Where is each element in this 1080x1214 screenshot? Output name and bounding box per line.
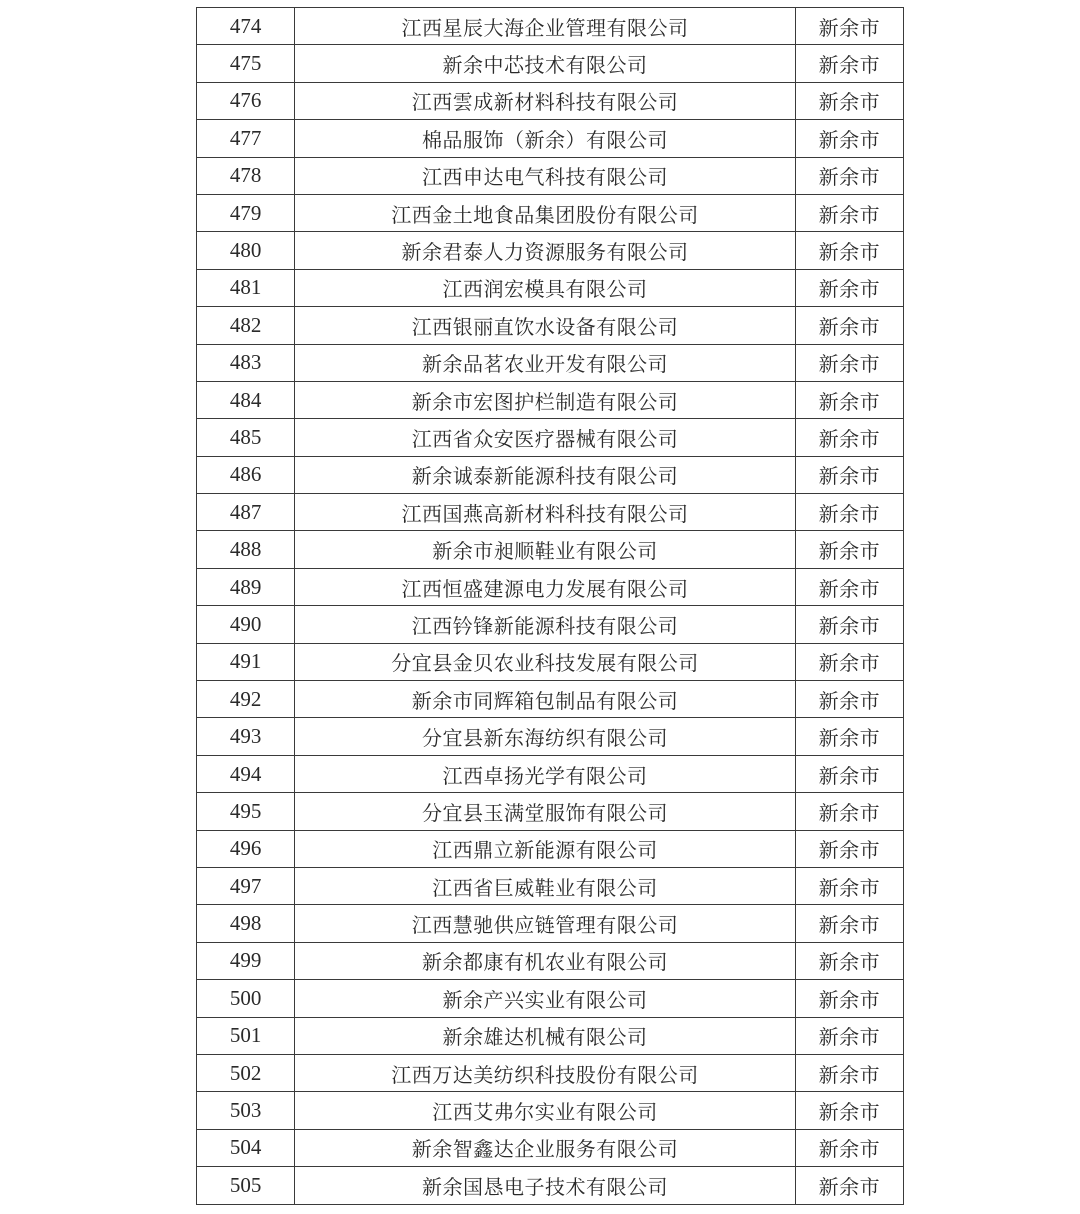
city-name: 新余市: [795, 82, 903, 119]
table-row: [197, 643, 904, 680]
city-name: 新余市: [795, 755, 903, 792]
company-name: 江西金土地食品集团股份有限公司: [295, 194, 795, 231]
city-name: 新余市: [795, 157, 903, 194]
table-row: [197, 307, 904, 344]
company-name: 棉品服饰（新余）有限公司: [295, 120, 795, 157]
table-row: [197, 494, 904, 531]
city-name: 新余市: [795, 980, 903, 1017]
city-name: 新余市: [795, 307, 903, 344]
company-name: 江西慧驰供应链管理有限公司: [295, 905, 795, 942]
city-name: 新余市: [795, 867, 903, 904]
table-row: [197, 419, 904, 456]
table-row: [197, 1167, 904, 1204]
company-name: 新余智鑫达企业服务有限公司: [295, 1129, 795, 1166]
company-name: 新余市同辉箱包制品有限公司: [295, 681, 795, 718]
company-name: 江西艾弗尔实业有限公司: [295, 1092, 795, 1129]
city-name: 新余市: [795, 1129, 903, 1166]
company-name: 新余中芯技术有限公司: [295, 45, 795, 82]
row-number: 491: [197, 643, 295, 680]
row-number: 492: [197, 681, 295, 718]
row-number: 496: [197, 830, 295, 867]
row-number: 489: [197, 568, 295, 605]
company-name: 分宜县新东海纺织有限公司: [295, 718, 795, 755]
city-name: 新余市: [795, 419, 903, 456]
table-row: [197, 1129, 904, 1166]
table-row: [197, 681, 904, 718]
city-name: 新余市: [795, 793, 903, 830]
city-name: 新余市: [795, 381, 903, 418]
table-row: [197, 905, 904, 942]
row-number: 480: [197, 232, 295, 269]
row-number: 484: [197, 381, 295, 418]
row-number: 478: [197, 157, 295, 194]
row-number: 494: [197, 755, 295, 792]
row-number: 499: [197, 942, 295, 979]
city-name: 新余市: [795, 681, 903, 718]
table-row: [197, 980, 904, 1017]
company-name: 江西润宏模具有限公司: [295, 269, 795, 306]
company-name: 江西国燕高新材料科技有限公司: [295, 494, 795, 531]
city-name: 新余市: [795, 830, 903, 867]
city-name: 新余市: [795, 1092, 903, 1129]
city-name: 新余市: [795, 718, 903, 755]
row-number: 500: [197, 980, 295, 1017]
row-number: 479: [197, 194, 295, 231]
city-name: 新余市: [795, 942, 903, 979]
table-row: [197, 157, 904, 194]
city-name: 新余市: [795, 494, 903, 531]
row-number: 482: [197, 307, 295, 344]
row-number: 487: [197, 494, 295, 531]
city-name: 新余市: [795, 456, 903, 493]
table-row: [197, 867, 904, 904]
table-row: [197, 82, 904, 119]
table-row: [197, 456, 904, 493]
table-row: [197, 120, 904, 157]
table-row: [197, 1092, 904, 1129]
row-number: 481: [197, 269, 295, 306]
city-name: 新余市: [795, 344, 903, 381]
city-name: 新余市: [795, 45, 903, 82]
company-name: 江西省众安医疗器械有限公司: [295, 419, 795, 456]
company-name: 新余市昶顺鞋业有限公司: [295, 531, 795, 568]
row-number: 503: [197, 1092, 295, 1129]
table-row: [197, 531, 904, 568]
table-row: [197, 344, 904, 381]
city-name: 新余市: [795, 8, 903, 45]
table-row: [197, 568, 904, 605]
table-row: [197, 232, 904, 269]
row-number: 486: [197, 456, 295, 493]
table-row: [197, 718, 904, 755]
city-name: 新余市: [795, 1017, 903, 1054]
city-name: 新余市: [795, 232, 903, 269]
city-name: 新余市: [795, 1054, 903, 1091]
table-row: [197, 942, 904, 979]
company-name: 新余品茗农业开发有限公司: [295, 344, 795, 381]
city-name: 新余市: [795, 269, 903, 306]
company-name: 新余君泰人力资源服务有限公司: [295, 232, 795, 269]
company-name: 江西卓扬光学有限公司: [295, 755, 795, 792]
table-row: [197, 8, 904, 45]
row-number: 475: [197, 45, 295, 82]
table-row: [197, 1054, 904, 1091]
company-name: 江西钤锋新能源科技有限公司: [295, 606, 795, 643]
row-number: 476: [197, 82, 295, 119]
company-name: 江西申达电气科技有限公司: [295, 157, 795, 194]
company-name: 江西雲成新材料科技有限公司: [295, 82, 795, 119]
company-name: 新余都康有机农业有限公司: [295, 942, 795, 979]
row-number: 495: [197, 793, 295, 830]
table-row: [197, 830, 904, 867]
row-number: 504: [197, 1129, 295, 1166]
company-name: 分宜县金贝农业科技发展有限公司: [295, 643, 795, 680]
table-row: [197, 793, 904, 830]
city-name: 新余市: [795, 1167, 903, 1204]
company-name: 新余诚泰新能源科技有限公司: [295, 456, 795, 493]
table-row: [197, 755, 904, 792]
company-name: 江西恒盛建源电力发展有限公司: [295, 568, 795, 605]
city-name: 新余市: [795, 568, 903, 605]
row-number: 501: [197, 1017, 295, 1054]
row-number: 497: [197, 867, 295, 904]
row-number: 483: [197, 344, 295, 381]
company-name: 新余国恳电子技术有限公司: [295, 1167, 795, 1204]
table-body: [197, 8, 904, 1205]
city-name: 新余市: [795, 531, 903, 568]
row-number: 490: [197, 606, 295, 643]
table-row: [197, 1017, 904, 1054]
row-number: 502: [197, 1054, 295, 1091]
row-number: 474: [197, 8, 295, 45]
table-row: [197, 381, 904, 418]
city-name: 新余市: [795, 643, 903, 680]
city-name: 新余市: [795, 905, 903, 942]
company-name: 分宜县玉满堂服饰有限公司: [295, 793, 795, 830]
company-name: 新余雄达机械有限公司: [295, 1017, 795, 1054]
company-list-table: [196, 7, 904, 1205]
row-number: 493: [197, 718, 295, 755]
table-row: [197, 194, 904, 231]
city-name: 新余市: [795, 606, 903, 643]
company-name: 江西鼎立新能源有限公司: [295, 830, 795, 867]
company-name: 江西省巨威鞋业有限公司: [295, 867, 795, 904]
table-row: [197, 269, 904, 306]
company-name: 新余市宏图护栏制造有限公司: [295, 381, 795, 418]
row-number: 477: [197, 120, 295, 157]
company-name: 江西万达美纺织科技股份有限公司: [295, 1054, 795, 1091]
table-row: [197, 606, 904, 643]
company-name: 新余产兴实业有限公司: [295, 980, 795, 1017]
city-name: 新余市: [795, 120, 903, 157]
company-name: 江西星辰大海企业管理有限公司: [295, 8, 795, 45]
table-row: [197, 45, 904, 82]
row-number: 505: [197, 1167, 295, 1204]
row-number: 485: [197, 419, 295, 456]
row-number: 488: [197, 531, 295, 568]
row-number: 498: [197, 905, 295, 942]
company-name: 江西银丽直饮水设备有限公司: [295, 307, 795, 344]
city-name: 新余市: [795, 194, 903, 231]
